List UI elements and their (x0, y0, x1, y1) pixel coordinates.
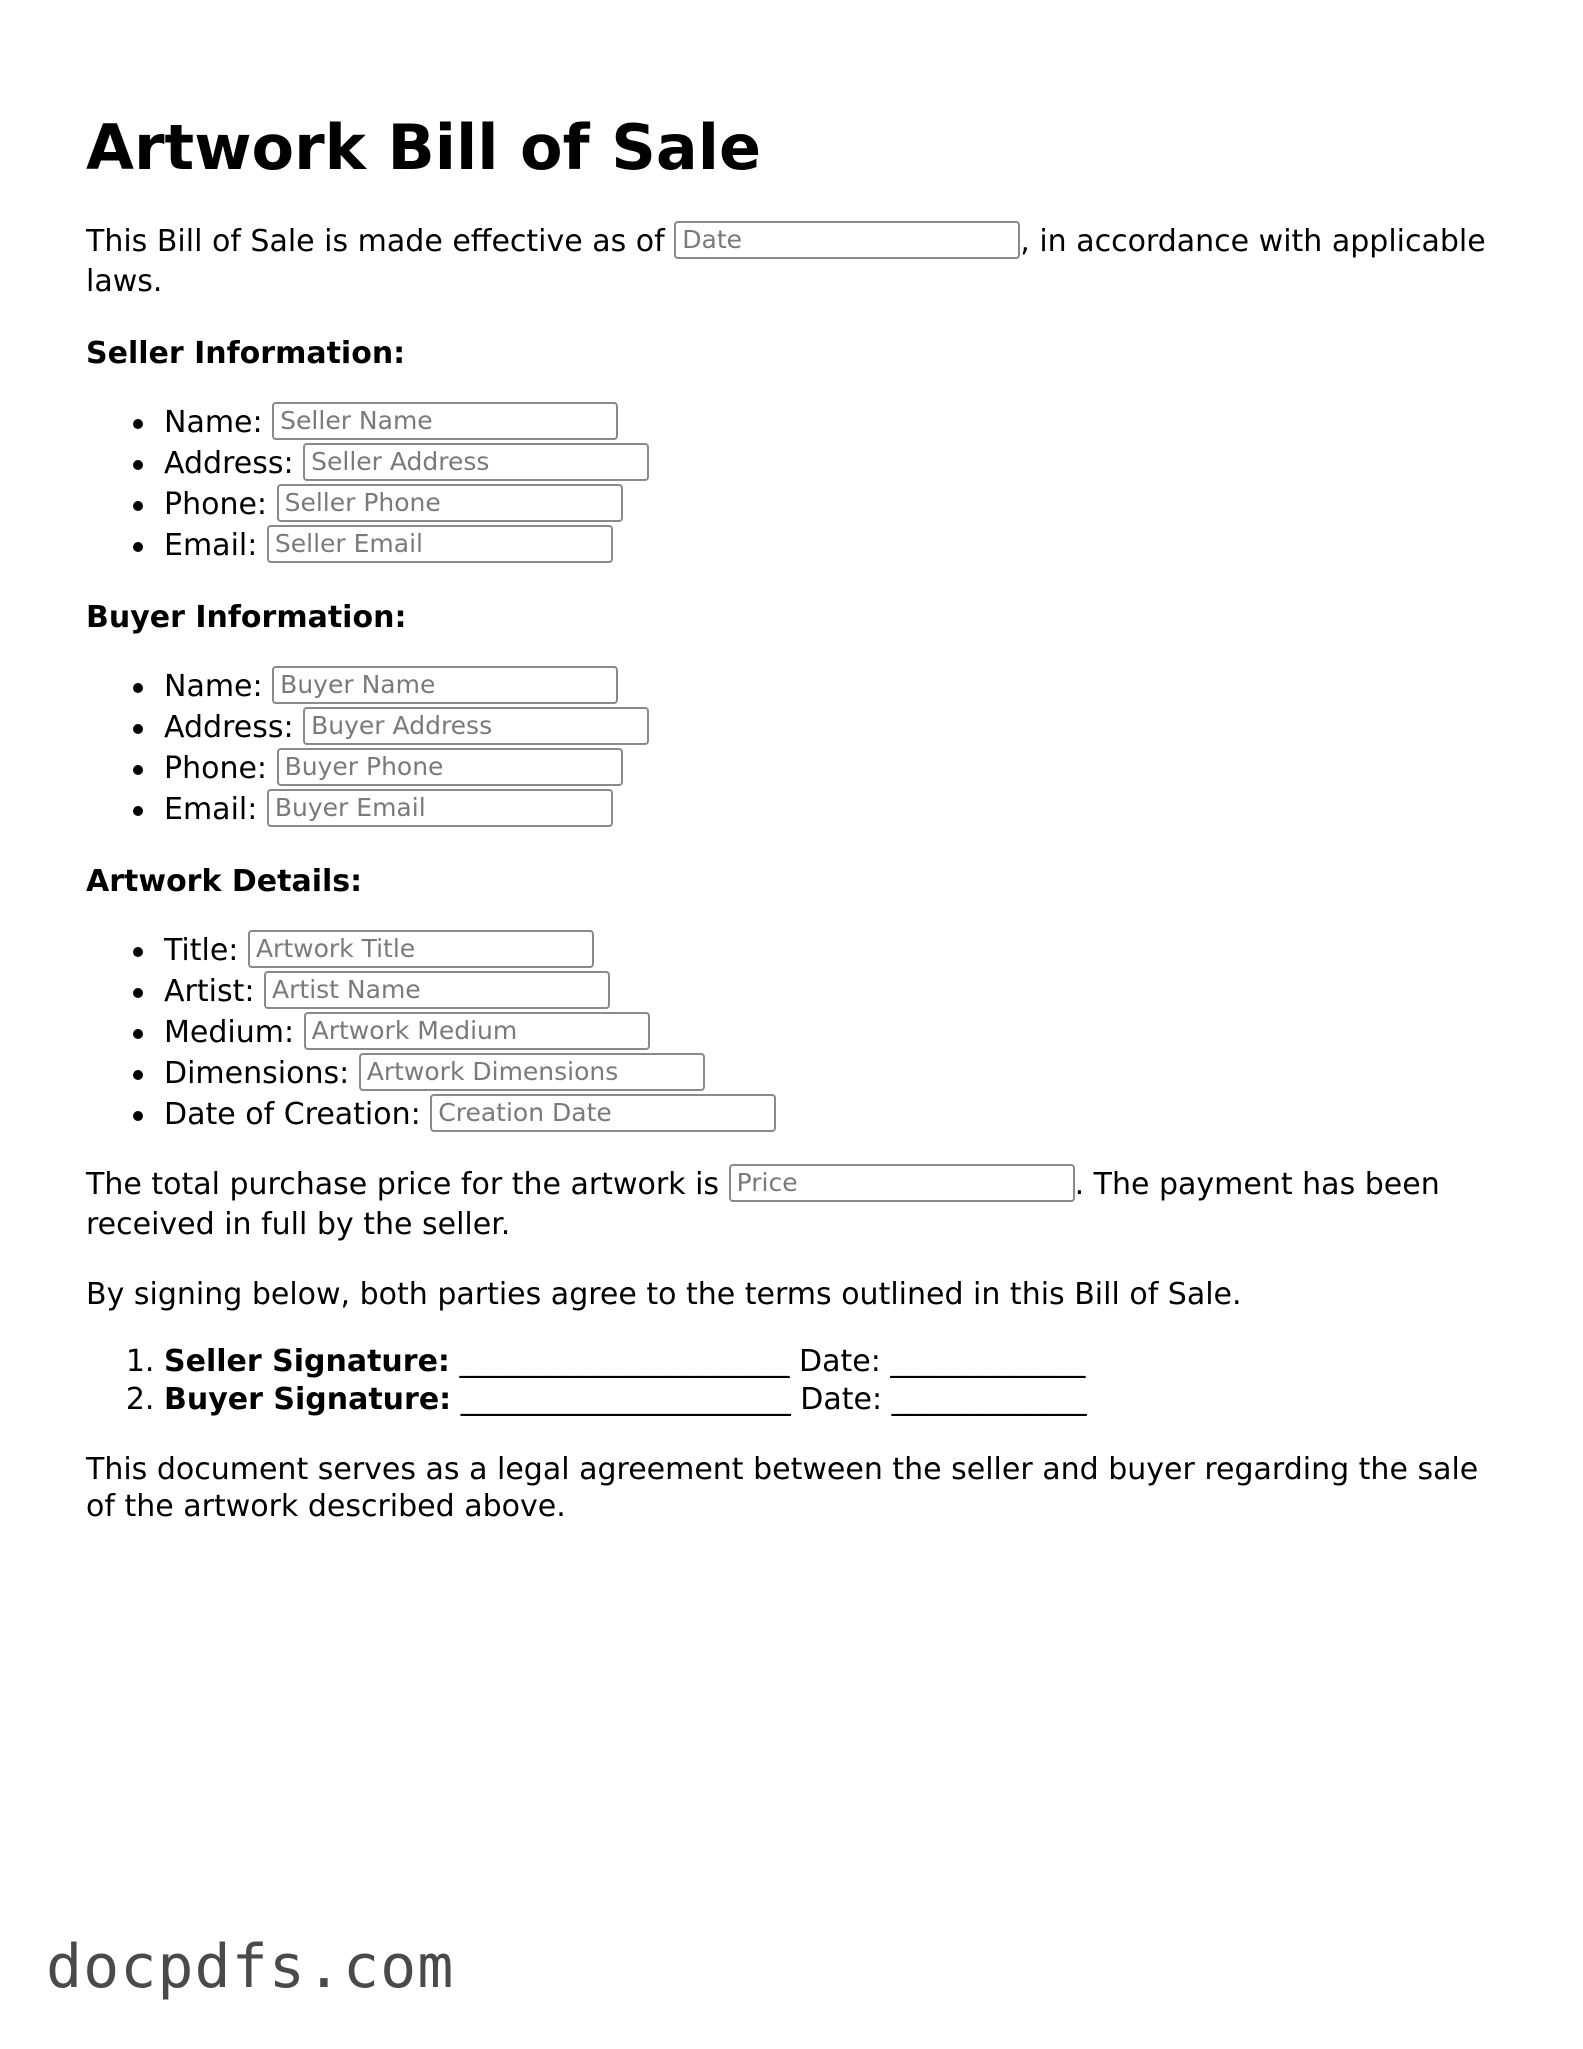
document-title: Artwork Bill of Sale (86, 111, 762, 184)
artwork-medium-label: Medium: (164, 1015, 295, 1050)
artwork-dimensions-input[interactable] (359, 1053, 705, 1091)
intro-text-after: , in accordance with applicable laws. (86, 224, 1486, 299)
seller-heading: Seller Information: (86, 336, 406, 371)
artwork-heading: Artwork Details: (86, 864, 363, 899)
price-paragraph (86, 1165, 1506, 1245)
seller-email-input[interactable] (267, 525, 613, 563)
seller-signature-label: Seller Signature: (164, 1344, 450, 1379)
buyer-heading: Buyer Information: (86, 600, 407, 635)
agreement-paragraph: By signing below, both parties agree to the terms outlined in this Bill of Sale. (86, 1277, 1242, 1312)
buyer-email-item (164, 789, 1506, 830)
artist-name-input[interactable] (264, 971, 610, 1009)
artwork-artist-item (164, 971, 1506, 1012)
watermark-text: docpdfs.com (46, 1932, 455, 2002)
seller-phone-input[interactable] (277, 484, 623, 522)
price-input[interactable] (729, 1164, 1075, 1202)
artwork-title-item (164, 930, 1506, 971)
artwork-title-input[interactable] (248, 930, 594, 968)
document-page (86, 110, 1506, 1525)
artwork-title-label: Title: (164, 933, 239, 968)
seller-phone-label: Phone: (164, 487, 268, 522)
price-text-after: . The payment has been received in full by the seller. (86, 1167, 1440, 1242)
intro-paragraph (86, 222, 1506, 302)
artwork-creation-item (164, 1094, 1506, 1135)
seller-signature-item (164, 1343, 1506, 1381)
artwork-medium-item (164, 1012, 1506, 1053)
artwork-dimensions-item (164, 1053, 1506, 1094)
seller-phone-item (164, 484, 1506, 525)
buyer-phone-item (164, 748, 1506, 789)
buyer-signature-item (164, 1381, 1506, 1419)
buyer-signature-label: Buyer Signature: (164, 1382, 452, 1417)
seller-signature-date[interactable]: Date: _____________ (799, 1344, 1086, 1379)
artwork-creation-label: Date of Creation: (164, 1097, 421, 1132)
buyer-email-label: Email: (164, 792, 258, 827)
creation-date-input[interactable] (430, 1094, 776, 1132)
seller-name-label: Name: (164, 405, 263, 440)
buyer-name-item (164, 666, 1506, 707)
effective-date-input[interactable] (674, 221, 1020, 259)
artwork-medium-input[interactable] (304, 1012, 650, 1050)
artwork-dimensions-label: Dimensions: (164, 1056, 350, 1091)
buyer-name-label: Name: (164, 669, 263, 704)
buyer-phone-label: Phone: (164, 751, 268, 786)
buyer-address-input[interactable] (303, 707, 649, 745)
buyer-phone-input[interactable] (277, 748, 623, 786)
seller-name-item (164, 402, 1506, 443)
seller-email-item (164, 525, 1506, 566)
seller-email-label: Email: (164, 528, 258, 563)
seller-name-input[interactable] (272, 402, 618, 440)
seller-address-label: Address: (164, 446, 294, 481)
buyer-email-input[interactable] (267, 789, 613, 827)
intro-text-before: This Bill of Sale is made effective as of (86, 224, 675, 259)
buyer-signature-line[interactable]: ______________________ (451, 1382, 801, 1417)
signature-list (86, 1343, 1506, 1419)
buyer-name-input[interactable] (272, 666, 618, 704)
seller-address-item (164, 443, 1506, 484)
price-text-before: The total purchase price for the artwork is (86, 1167, 729, 1202)
artwork-fields (86, 930, 1506, 1135)
buyer-fields (86, 666, 1506, 830)
seller-signature-line[interactable]: ______________________ (449, 1344, 799, 1379)
buyer-address-item (164, 707, 1506, 748)
seller-fields (86, 402, 1506, 566)
buyer-signature-date[interactable]: Date: _____________ (800, 1382, 1087, 1417)
closing-paragraph: This document serves as a legal agreement between the seller and buyer regarding the sale of the artwork described above. (86, 1452, 1479, 1524)
buyer-address-label: Address: (164, 710, 294, 745)
seller-address-input[interactable] (303, 443, 649, 481)
artwork-artist-label: Artist: (164, 974, 255, 1009)
